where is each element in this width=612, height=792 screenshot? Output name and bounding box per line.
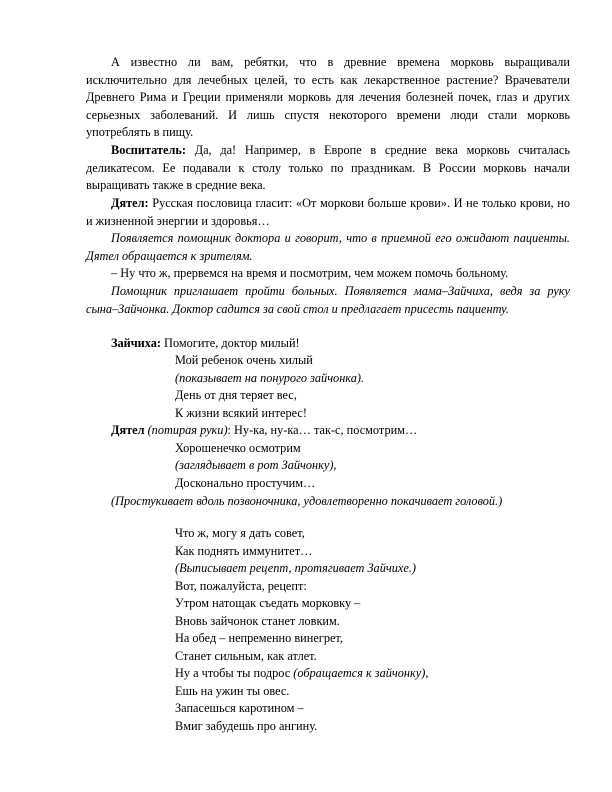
speaker-label: Воспитатель:: [111, 143, 186, 157]
dyatel-first-line: [111, 422, 417, 440]
poem-line: [175, 700, 304, 718]
poem-line: К жизни всякий интерес!: [175, 406, 307, 420]
verse-text: Станет сильным, как атлет.: [175, 649, 317, 663]
stage-direction: (Простукивает вдоль позвоночника, удовлетворенно покачивает головой.): [111, 494, 503, 508]
verse-text: Ешь на ужин ты овес.: [175, 684, 290, 698]
intro-paragraph: А известно ли вам, ребятки, что в древние времена морковь выращивали исключительно для лечебных целей, то есть как лекарственное растение? Врачеватели Древнего Рима и Греции применяли морковь для лечения болезней почек, глаз и других серьезных заболеваний. И лишь спустя некоторого времени люди стали морковь употреблять в пищу.: [86, 55, 570, 140]
verse-text: Запасешься каротином –: [175, 701, 304, 715]
vospitatel-paragraph: [86, 142, 570, 195]
verse-text: Ну а чтобы ты подрос: [175, 666, 294, 680]
poem-line: Хорошенечко осмотрим: [175, 441, 301, 455]
poem-line: Мой ребенок очень хилый: [175, 353, 313, 367]
poem-line: Досконально простучим…: [175, 476, 316, 490]
poem-line: [175, 543, 312, 561]
poem-line: [175, 630, 343, 648]
poem-line: [175, 560, 416, 578]
stage-note: (обращается к зайчонку),: [293, 666, 429, 680]
stage-note: (Выписывает рецепт, протягивает Зайчихе.): [175, 561, 416, 575]
verse-text: На обед – непременно винегрет,: [175, 631, 343, 645]
stage-note: (потирая руки): [144, 423, 228, 437]
stage-direction: Помощник приглашает пройти больных. Появляется мама–Зайчиха, ведя за руку сына–Зайчонка. Доктор садится за свой стол и предлагает присесть пациенту.: [86, 284, 570, 316]
speech-text: : Ну-ка, ну-ка… так-с, посмотрим…: [227, 423, 418, 437]
speaker-label: Дятел: [111, 423, 145, 437]
poem-line: [175, 525, 305, 543]
stage-direction: Появляется помощник доктора и говорит, что в приемной его ожидают пациенты. Дятел обращается к зрителям.: [86, 231, 570, 263]
poem-line: [175, 683, 289, 701]
poem-line: [175, 578, 307, 596]
dyatel-line: – Ну что ж, прервемся на время и посмотрим, чем можем помочь больному.: [111, 266, 509, 280]
zaychikha-first-line: [111, 335, 300, 353]
speaker-label: Зайчиха:: [111, 336, 161, 350]
poem-line: [175, 595, 360, 613]
speaker-label: Дятел:: [111, 196, 149, 210]
verse-text: Вмиг забудешь про ангину.: [175, 719, 318, 733]
poem-line: [175, 648, 317, 666]
dyatel-paragraph: [86, 195, 570, 230]
poem-line: (показывает на понурого зайчонка).: [175, 371, 365, 385]
verse-text: Вновь зайчонок станет ловким.: [175, 614, 340, 628]
poem-line: [175, 613, 340, 631]
poem-line: [175, 665, 428, 683]
verse-text: Как поднять иммунитет…: [175, 544, 313, 558]
speech-text: Помогите, доктор милый!: [160, 336, 300, 350]
speech-text: Да, да! Например, в Европе в средние века морковь считалась деликатесом. Ее подавали к столу только по праздникам. В России морковь начали выращивать также в средние века.: [86, 143, 570, 193]
poem-line: День от дня теряет вес,: [175, 388, 297, 402]
poem-line: [175, 718, 317, 736]
speech-text: Русская пословица гласит: «От моркови больше крови». И не только крови, но и жизненной энергии и здоровья…: [86, 196, 570, 228]
verse-text: Утром натощак съедать морковку –: [175, 596, 361, 610]
verse-text: Что ж, могу я дать совет,: [175, 526, 305, 540]
poem-line: (заглядывает в рот Зайчонку),: [175, 458, 337, 472]
verse-text: Вот, пожалуйста, рецепт:: [175, 579, 307, 593]
